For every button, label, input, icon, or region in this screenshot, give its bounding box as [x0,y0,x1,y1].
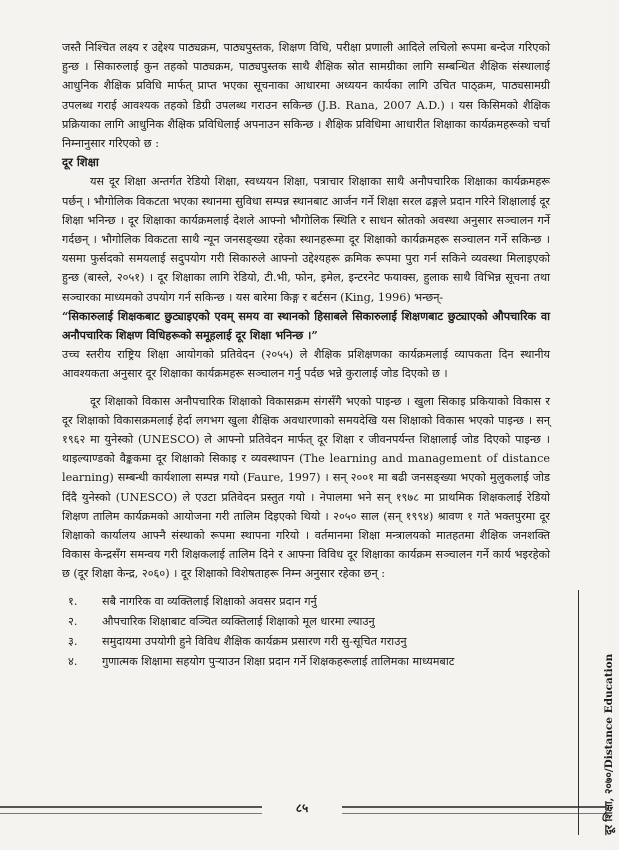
features-list [62,592,550,672]
list-number: ३. [68,634,78,648]
list-text: औपचारिक शिक्षाबाट वञ्चित व्यक्तिलाई शिक्षाको मूल धारमा ल्याउनु [102,614,375,628]
list-item [62,652,550,672]
quote-definition: “सिकारुलाई शिक्षकबाट छुट्याइएको एवम् समय वा स्थानको हिसाबले सिकारुलाई शिक्षणबाट छुट्याएको औपचारिक वा अनौपचारिक शिक्षण विधिहरूको समूहलाई दूर शिक्षा भनिन्छ ।” [62,308,550,343]
side-running-title [578,590,615,835]
list-text: समुदायमा उपयोगी हुने विविध शैक्षिक कार्यक्रम प्रसारण गरी सु-सूचित गराउनु [102,634,407,648]
paragraph-history: दूर शिक्षाको विकास अनौपचारिक शिक्षाको विकासक्रम संगसँगै भएको पाइन्छ । खुला सिकाइ प्रकियाको विकास र दूर शिक्षाको विकासक्रमलाई हेर्दा लगभग खुला शैक्षिक अवधारणाको समयदेखि यस शिक्षाको विकास भएको पाइन्छ । सन् १९६२ मा युनेस्को (UNESCO) ले आफ्नो प्रतिवेदन मार्फत् दूर शिक्षा र जीवनपर्यन्त शिक्षालाई जोड दिएको पाइन्छ । थाइल्याण्डको वैङ्ककमा दूर शिक्षाको सिकाइ र व्यवस्थापन (The learning and management of distance learning) सम्बन्धी कार्यशाला सम्पन्न गयो (Faure, 1997) । सन् २००१ मा बढी जनसङ्ख्या भएको मुलुकलाई जोड दिंदै युनेस्को (UNESCO) ले एउटा प्रतिवेदन प्रस्तुत गयो । नेपालमा भने सन् १९७८ मा प्राथमिक शिक्षकलाई रेडियो शिक्षण तालिम कार्यक्रमको आयोजना गरी तालिम दिइएको थियो । २०५० साल (सन् १९९४) श्रावण १ गते भक्तपुरमा दूर शिक्षाको कार्यालय आफ्नै संस्थाको रूपमा स्थापना गरियो । वर्तमानमा शिक्षा मन्त्रालयको मातहतमा शैक्षिक जनशक्ति विकास केन्द्रसँग समन्वय गरी शिक्षकलाई तालिम दिने र आफ्ना विविध दूर शिक्षाका कार्यक्रम सञ्चालन गर्ने कार्य भइरहेको छ (दूर शिक्षा केन्द्र, २०६०) । दूर शिक्षाको विशेषताहरू निम्न अनुसार रहेका छन् : [62,394,550,581]
list-number: १. [68,594,78,608]
list-text: गुणात्मक शिक्षामा सहयोग पुऱ्याउन शिक्षा प्रदान गर्ने शिक्षकहरूलाई तालिमका माध्यमबाट [102,654,455,668]
document-body [62,38,550,672]
list-text: सबै नागरिक वा व्यक्तिलाई शिक्षाको अवसर प्रदान गर्नु [102,594,317,608]
list-number: ४. [68,654,78,668]
side-label: दूर शिक्षा, २०७०/Distance Education [603,653,615,835]
section-heading: दूर शिक्षा [62,155,99,170]
page-number: ८५ [262,800,342,816]
paragraph-intro: जस्तै निश्चित लक्ष्य र उद्देश्य पाठ्यक्रम, पाठ्यपुस्तक, शिक्षण विधि, परीक्षा प्रणाली आदिले लचिलो रूपमा बन्देज गरिएको हुन्छ । सिकारुलाई कुन तहको पाठ्यक्रम, पाठ्यपुस्तक साथै शैक्षिक स्रोत सामग्रीका लागि सम्बन्धित शैक्षिक संस्थालाई आधुनिक शैक्षिक प्रविधि मार्फत् प्राप्त भएका सूचनाका आधारमा अध्ययन कार्यका लागि उचित पाठ्क्रम, पाठ्यसामग्री उपलब्ध गराई आवश्यक तहको डिग्री उपलब्ध गराउन सकिन्छ (J.B. Rana, 2007 A.D.) । यस किसिमको शैक्षिक प्रक्रियाका लागि आधुनिक शैक्षिक प्रविधिलाई अपनाउन सकिन्छ । शैक्षिक प्रविधिमा आधारीत शिक्षाका कार्यक्रमहरूको चर्चा निम्नानुसार गरिएको छ : [62,41,550,151]
list-item [62,632,550,652]
list-number: २. [68,614,78,628]
list-item [62,612,550,632]
list-item [62,592,550,612]
paragraph-distance-education: यस दूर शिक्षा अन्तर्गत रेडियो शिक्षा, स्वध्ययन शिक्षा, पत्राचार शिक्षाका साथै अनौपचारिक शिक्षाका कार्यक्रमहरू पर्छन् । भौगोलिक विकटता भएका स्थानमा सुविधा सम्पन्न स्थानबाट आर्जन गर्ने शिक्षा सरल ढङ्गले प्रदान गरिने शिक्षालाई दूर शिक्षा भनिन्छ । दूर शिक्षाका कार्यक्रमलाई देशले आफ्नो भौगोलिक स्थिति र साधन स्रोतको अवस्था अनुसार सञ्चालन गर्ने गर्दछन् । भौगोलिक विकटता साथै न्यून जनसङ्ख्या रहेका स्थानहरूमा दूर शिक्षाको कार्यक्रमहरू सञ्चालन गर्ने सकिन्छ । यसमा फुर्सदको समयलाई सदुपयोग गरी सिकारुले आफ्नो उद्देश्यहरू क्रमिक रूपमा पुरा गर्न सकिने व्यवस्था मिलाइएको हुन्छ (बास्ले, २०५१) । दूर शिक्षाका लागि रेडियो, टी.भी, फोन, इमेल, इन्टरनेट फयाक्स, हुलाक साथै विभिन्न सूचना तथा सञ्चारका माध्यमको उपयोग गर्न सकिन्छ । यस बारेमा किङ्ग र बर्टसन (King, 1996) भन्छन्- [62,175,550,304]
paragraph-commission: उच्च स्तरीय राष्ट्रिय शिक्षा आयोगको प्रतिवेदन (२०५५) ले शैक्षिक प्रशिक्षणका कार्यक्रमलाई व्यापकता दिन स्थानीय आवश्यकता अनुसार दूर शिक्षाका कार्यक्रमहरू सञ्चालन गर्नु पर्दछ भन्ने कुरालाई जोड दिएको छ । [62,348,550,381]
